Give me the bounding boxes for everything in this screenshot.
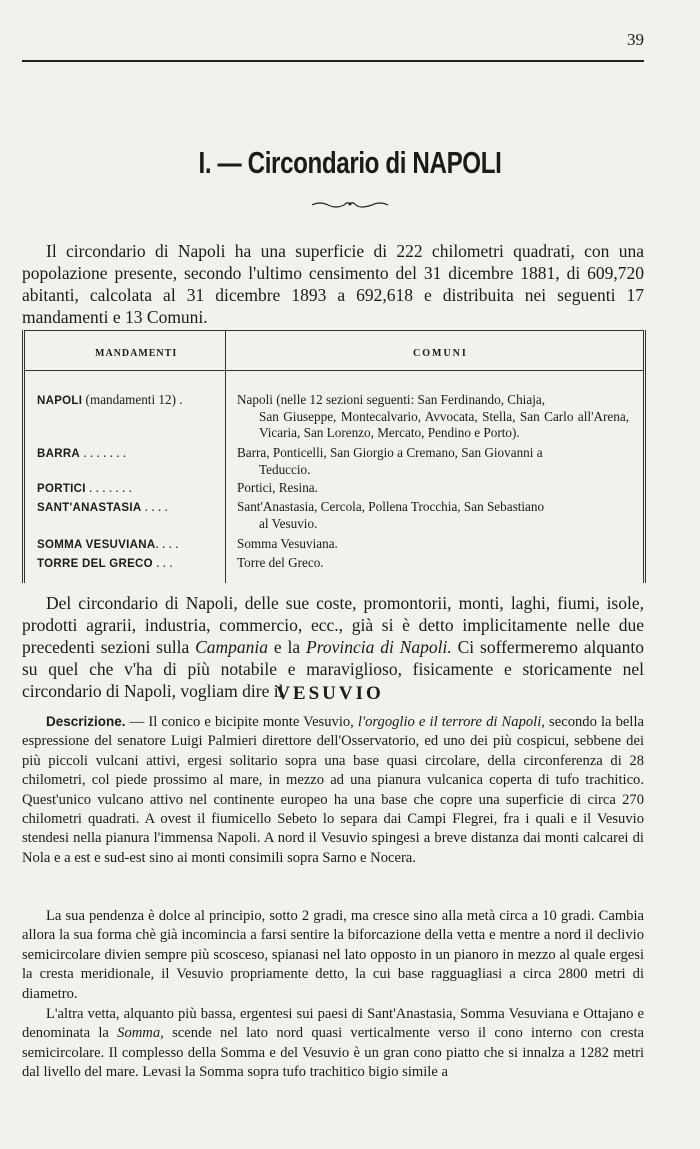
section-title: VESUVIO bbox=[276, 683, 384, 704]
chapter-title: I. — Circondario di NAPOLI bbox=[198, 145, 502, 180]
intro-paragraph: Il circondario di Napoli ha una superficie di 222 chilometri quadrati, con una popolazione presente, secondo l'ultimo censimento del 31 dicembre 1881, di 609,720 abitanti, calcolata al 31 dicembre 1893 a 692,618 e distribuita nei seguenti 17 mandamenti e 13 Comuni. bbox=[22, 241, 644, 327]
mandamenti-table: MANDAMENTI COMUNI NAPOLI (mandamenti 12) . Napoli (nelle 12 sezioni seguenti: San Ferdinando, Chiaja, San Giuseppe, Montecalvario, Avvocata, Stella, San Carlo all'Arena, Vicaria, San Lorenzo, Mercato, Pendino e Porto). BARRA . . . . . . . Barra, Ponticelli, San Giorgio a Cremano, San Giovanni a Teduccio. PORTICI . . . . . . . Portici, Resina. SANT'ANASTASIA . . . . Sant'Anastasia, Cercola, Pollena Trocchia, San Sebastiano al Vesuvio. SOMMA VESUVIANA. . . . Somma Vesuviana. TORRE DEL GRECO . . . Torre del Greco. bbox=[22, 330, 646, 583]
header-comuni: COMUNI bbox=[413, 348, 468, 359]
mandamento-name: NAPOLI bbox=[37, 395, 83, 407]
mandamento-name: SOMMA VESUVIANA bbox=[37, 539, 156, 551]
comuni-text: Napoli (nelle 12 sezioni seguenti: San Ferdinando, Chiaja, bbox=[237, 392, 546, 407]
comuni-text: Somma Vesuviana. bbox=[237, 536, 338, 551]
mandamento-name: SANT'ANASTASIA bbox=[37, 502, 142, 514]
title-ornament bbox=[0, 196, 700, 214]
mandamento-name: TORRE DEL GRECO bbox=[37, 558, 153, 570]
comuni-text: Barra, Ponticelli, San Giorgio a Cremano, San Giovanni a bbox=[237, 445, 543, 460]
paragraph-descrizione: Descrizione. — Il conico e bicipite monte Vesuvio, l'orgoglio e il terrore di Napoli, secondo la bella espressione del senatore Luigi Palmieri direttore dell'Osservatorio, ed uno dei più cospicui, sebbene dei più piccoli vulcani attivi, ergesi solitario sopra una base quasi circolare, della circonferenza di 28 chilometri, col piede prossimo al mare, in mezzo ad una pianura vulcanica coperta di tufo trachitico. Quest'unico vulcano attivo nel continente europeo ha una base che copre una superficie di circa 270 chilometri quadrati. A ovest il fiumicello Sebeto lo separa dai Campi Flegrei, fra i quali e il Vesuvio stendesi nella pianura l'immensa Napoli. A nord il Vesuvio spingesi a breve distanza dai monti calcarei di Nola e a est e sud-est sino ai monti consimili sopra Sarno e Nocera. bbox=[22, 714, 644, 866]
paragraph-circondario: Del circondario di Napoli, delle sue coste, promontorii, monti, laghi, fiumi, isole, prodotti agrarii, industria, commercio, ecc., già si è detto implicitamente nelle due precedenti sezioni sulla Campania e la Provincia di Napoli. Ci soffermeremo alquanto su quel che v'ha di più notabile e maraviglioso, fisicamente e storicamente nel circondario di Napoli, vogliam dire il bbox=[22, 593, 644, 701]
comuni-text: Portici, Resina. bbox=[237, 480, 318, 495]
page-number: 39 bbox=[627, 30, 644, 49]
header-rule bbox=[22, 60, 644, 62]
mandamento-name: BARRA bbox=[37, 448, 81, 460]
comuni-text: Sant'Anastasia, Cercola, Pollena Trocchia, San Sebastiano bbox=[237, 499, 545, 514]
paragraph-somma: L'altra vetta, alquanto più bassa, ergentesi sui paesi di Sant'Anastasia, Somma Vesuviana e Ottajano e denominata la Somma, scende nel lato nord quasi verticalmente verso il cono interno con cresta semicircolare. Il complesso della Somma e del Vesuvio è un gran cono piatto che si innalza a 1282 metri dal livello del mare. Levasi la Somma sopra tufo trachitico bigio simile a bbox=[22, 1006, 644, 1081]
header-mandamenti: MANDAMENTI bbox=[95, 348, 178, 359]
comuni-text: Torre del Greco. bbox=[237, 555, 324, 570]
mandamento-name: PORTICI bbox=[37, 483, 86, 495]
paragraph-pendenza: La sua pendenza è dolce al principio, sotto 2 gradi, ma cresce sino alla metà circa a 10 gradi. Cambia allora la sua forma chè già incomincia a farsi sentire la biforcazione della vetta e mentre a nord il declivio semicircolare divien sempre più scosceso, spianasi nel lato opposto in un pianoro in mezzo al quale ergesi la cresta meridionale, il Vesuvio propriamente detto, la cui base ragguagliasi a circa 2800 metri di diametro. bbox=[22, 908, 644, 1002]
